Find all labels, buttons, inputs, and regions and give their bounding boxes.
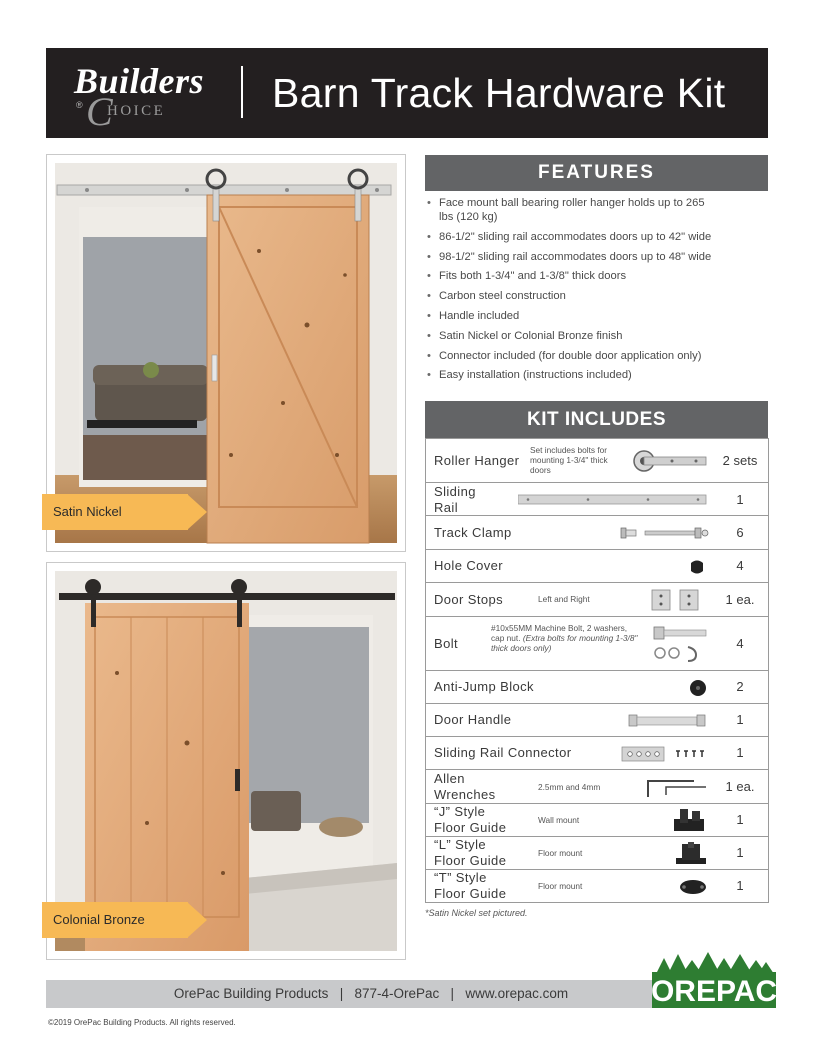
logo-choice-initial: C bbox=[86, 89, 113, 134]
kit-item-note: Set includes bolts for mounting 1-3/4" thick doors bbox=[530, 445, 608, 475]
kit-row-allen-wrenches bbox=[426, 769, 768, 803]
barn-door-satin-nickel-illustration bbox=[47, 155, 405, 551]
finish-tag-colonial-bronze bbox=[42, 902, 188, 938]
page-title: Barn Track Hardware Kit bbox=[272, 70, 726, 116]
kit-item-note: 2.5mm and 4mm bbox=[538, 782, 601, 792]
j-floor-guide-icon bbox=[670, 807, 708, 835]
kit-item-name: Bolt bbox=[434, 636, 459, 651]
kit-item-qty: 1 ea. bbox=[725, 592, 755, 607]
kit-row-t-floor-guide bbox=[426, 869, 768, 902]
roller-hanger-icon bbox=[632, 449, 708, 473]
kit-item-name: Door Handle bbox=[434, 712, 512, 727]
photo-colonial-bronze bbox=[46, 562, 406, 960]
kit-row-sliding-rail bbox=[426, 482, 768, 515]
kit-item-note-main: #10x55MM Machine Bolt, 2 washers, cap nut. bbox=[491, 623, 628, 643]
kit-item-note: Wall mount bbox=[538, 815, 580, 825]
barn-door-colonial-bronze-illustration bbox=[47, 563, 405, 959]
rail-connector-icon bbox=[620, 745, 710, 763]
feature-item: • Carbon steel construction bbox=[427, 289, 772, 303]
door-stops-icon bbox=[650, 588, 710, 612]
kit-table bbox=[425, 438, 769, 903]
kit-item-name: “L” Style Floor Guide bbox=[434, 837, 507, 868]
footer-separator: | bbox=[339, 986, 344, 1001]
kit-item-name: Track Clamp bbox=[434, 525, 512, 540]
kit-item-name: Allen Wrenches bbox=[434, 771, 496, 802]
kit-item-qty: 4 bbox=[736, 636, 744, 651]
kit-row-track-clamp bbox=[426, 515, 768, 549]
kit-row-anti-jump-block bbox=[426, 670, 768, 703]
kit-item-note-italic: (Extra bolts for mounting 1-3/8" thick doors only) bbox=[491, 633, 638, 653]
finish-tag-label: Satin Nickel bbox=[53, 504, 122, 519]
kit-item-qty: 1 bbox=[736, 492, 744, 507]
bolt-icon bbox=[650, 623, 710, 667]
kit-item-name: Sliding Rail bbox=[434, 484, 476, 515]
feature-item: • Fits both 1-3/4" and 1-3/8" thick doors bbox=[427, 269, 772, 283]
kit-row-door-handle bbox=[426, 703, 768, 736]
kit-includes-heading: KIT INCLUDES bbox=[425, 401, 768, 438]
track-clamp-icon bbox=[619, 526, 709, 540]
features-list bbox=[427, 196, 772, 388]
kit-item-name: “T” Style Floor Guide bbox=[434, 870, 507, 901]
kit-item-qty: 1 bbox=[736, 878, 744, 893]
kit-item-name: Hole Cover bbox=[434, 558, 504, 573]
feature-item: • Easy installation (instructions included) bbox=[427, 368, 772, 382]
kit-item-name: Roller Hanger bbox=[434, 453, 520, 468]
kit-item-qty: 1 bbox=[736, 812, 744, 827]
kit-row-door-stops bbox=[426, 582, 768, 616]
footer-phone: 877-4-OrePac bbox=[354, 986, 440, 1001]
kit-item-note: Floor mount bbox=[538, 881, 583, 891]
footer-contact bbox=[46, 980, 696, 1008]
allen-wrench-icon bbox=[644, 775, 710, 801]
kit-item-qty: 1 bbox=[736, 712, 744, 727]
kit-row-sliding-rail-connector bbox=[426, 736, 768, 769]
footer-separator: | bbox=[450, 986, 455, 1001]
orepac-logo bbox=[650, 952, 778, 1010]
kit-item-name: Sliding Rail Connector bbox=[434, 745, 572, 760]
kit-row-roller-hanger bbox=[426, 438, 768, 482]
logo-choice-text: HOICE bbox=[107, 103, 166, 119]
header-divider bbox=[241, 66, 243, 118]
copyright: ©2019 OrePac Building Products. All rights reserved. bbox=[48, 1018, 236, 1027]
kit-item-note: Floor mount bbox=[538, 848, 583, 858]
feature-item: • 86-1/2" sliding rail accommodates doors up to 42" wide bbox=[427, 230, 772, 244]
kit-item-qty: 4 bbox=[736, 558, 744, 573]
kit-item-qty: 1 ea. bbox=[725, 779, 755, 794]
photo-satin-nickel bbox=[46, 154, 406, 552]
orepac-logo-text: OREPAC bbox=[650, 975, 778, 1008]
kit-item-name: Door Stops bbox=[434, 592, 504, 607]
feature-item: • Handle included bbox=[427, 309, 772, 323]
kit-row-bolt bbox=[426, 616, 768, 670]
kit-item-qty: 6 bbox=[736, 525, 744, 540]
tag-arrow bbox=[187, 902, 207, 938]
l-floor-guide-icon bbox=[674, 840, 708, 868]
hole-cover-icon bbox=[688, 558, 706, 576]
feature-item: • Face mount ball bearing roller hanger holds up to 265 lbs (120 kg) bbox=[427, 196, 772, 224]
finish-tag-satin-nickel bbox=[42, 494, 188, 530]
door-handle-icon bbox=[627, 712, 709, 730]
kit-footnote: *Satin Nickel set pictured. bbox=[425, 908, 528, 918]
kit-item-name: “J” Style Floor Guide bbox=[434, 804, 507, 835]
kit-item-qty: 1 bbox=[736, 845, 744, 860]
logo-builders-text: Builders bbox=[74, 61, 205, 101]
footer-website[interactable]: www.orepac.com bbox=[465, 986, 569, 1001]
kit-item-note: Left and Right bbox=[538, 594, 590, 604]
kit-row-j-floor-guide bbox=[426, 803, 768, 836]
footer-company: OrePac Building Products bbox=[173, 986, 329, 1001]
sliding-rail-icon bbox=[518, 493, 708, 507]
kit-item-qty: 1 bbox=[736, 745, 744, 760]
feature-item: • Satin Nickel or Colonial Bronze finish bbox=[427, 329, 772, 343]
kit-item-note bbox=[491, 623, 641, 653]
t-floor-guide-icon bbox=[678, 877, 708, 897]
logo-registered-mark: ® bbox=[76, 100, 83, 110]
kit-item-qty: 2 sets bbox=[722, 453, 758, 468]
feature-item: • 98-1/2" sliding rail accommodates doors up to 48" wide bbox=[427, 250, 772, 264]
anti-jump-block-icon bbox=[688, 678, 708, 698]
tag-arrow bbox=[187, 494, 207, 530]
feature-item: • Connector included (for double door application only) bbox=[427, 349, 772, 363]
kit-item-qty: 2 bbox=[736, 679, 744, 694]
kit-row-l-floor-guide bbox=[426, 836, 768, 869]
kit-row-hole-cover bbox=[426, 549, 768, 582]
finish-tag-label: Colonial Bronze bbox=[53, 912, 145, 927]
features-heading: FEATURES bbox=[425, 155, 768, 191]
kit-item-name: Anti-Jump Block bbox=[434, 679, 534, 694]
